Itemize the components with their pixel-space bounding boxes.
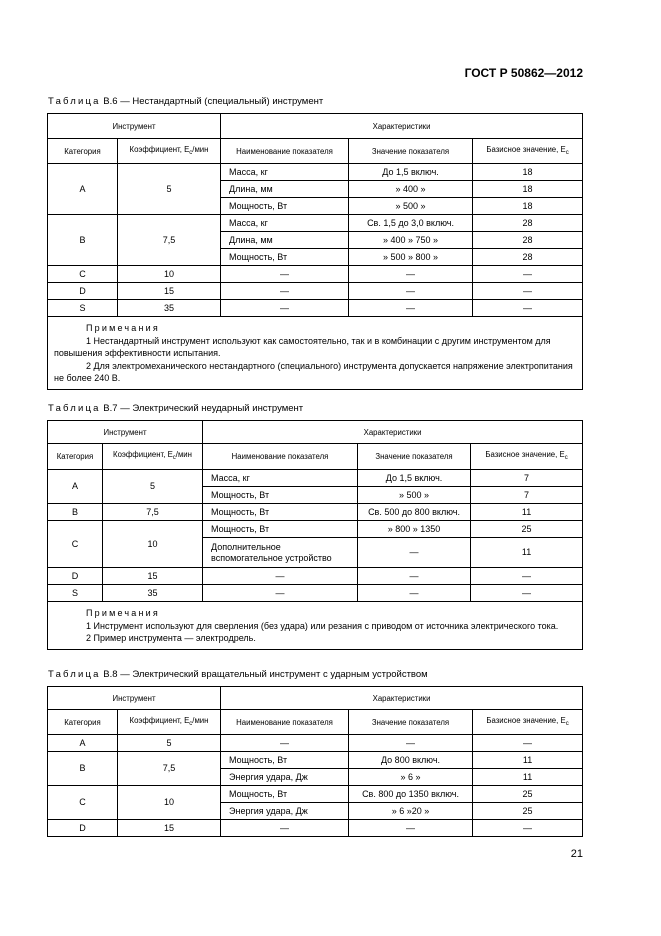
table-row — [48, 820, 583, 837]
base-value-cell: — — [473, 820, 583, 837]
instrument-header: Инструмент — [48, 687, 221, 710]
base-value-cell: 25 — [473, 786, 583, 803]
indicator-cell: Масса, кг — [221, 215, 349, 232]
value-cell: » 400 » 750 » — [349, 232, 473, 249]
caption-word: Таблица — [48, 96, 101, 107]
coefficient-cell: 10 — [118, 786, 221, 820]
coefficient-cell: 5 — [118, 735, 221, 752]
table-b7-caption — [48, 403, 303, 414]
caption-text: В.7 — Электрический неударный инструмент — [100, 403, 304, 414]
caption-text: В.8 — Электрический вращательный инструмент с ударным устройством — [100, 669, 428, 680]
note-2: 2 Пример инструмента — электродрель. — [86, 633, 256, 643]
table-row — [48, 521, 583, 538]
table-header-row — [48, 421, 583, 444]
notes-row — [48, 317, 583, 390]
indicator-cell: Мощность, Вт — [221, 198, 349, 215]
category-cell: D — [48, 820, 118, 837]
note-1: 1 Инструмент используют для сверления (без удара) или резания с приводом от источника электрического тока. — [86, 620, 559, 631]
value-header: Значение показателя — [349, 710, 473, 735]
coefficient-header: Коэффициент, $E_c$/мин — [118, 710, 221, 735]
indicator-cell: Мощность, Вт — [203, 504, 358, 521]
caption-word: Таблица — [48, 403, 101, 414]
table-header-row — [48, 114, 583, 139]
category-cell: S — [48, 300, 118, 317]
value-cell: » 400 » — [349, 181, 473, 198]
value-cell: До 800 включ. — [349, 752, 473, 769]
notes-row — [48, 602, 583, 650]
base-value-cell: — — [473, 266, 583, 283]
instrument-header: Инструмент — [48, 421, 203, 444]
indicator-header: Наименование показателя — [221, 710, 349, 735]
category-cell: С — [48, 786, 118, 820]
category-header: Категория — [48, 139, 118, 164]
indicator-cell: — — [221, 300, 349, 317]
base-value-cell: 11 — [471, 538, 583, 568]
coefficient-cell: 15 — [118, 820, 221, 837]
table-row — [48, 470, 583, 487]
value-header: Значение показателя — [358, 444, 471, 470]
coefficient-cell: 35 — [103, 585, 203, 602]
value-cell: — — [349, 300, 473, 317]
base-value-cell: — — [473, 735, 583, 752]
category-header: Категория — [48, 444, 103, 470]
notes-title: Примечания — [86, 608, 160, 618]
value-cell: — — [349, 820, 473, 837]
coefficient-cell: 10 — [118, 266, 221, 283]
coefficient-cell: 5 — [103, 470, 203, 504]
base-value-cell: — — [471, 585, 583, 602]
table-header-row — [48, 444, 583, 470]
table-b6-caption — [48, 96, 323, 107]
coefficient-cell: 5 — [118, 164, 221, 215]
value-cell: До 1,5 включ. — [358, 470, 471, 487]
base-value-cell: 25 — [471, 521, 583, 538]
table-row — [48, 585, 583, 602]
coefficient-cell: 7,5 — [118, 215, 221, 266]
base-value-cell: 25 — [473, 803, 583, 820]
characteristics-header: Характеристики — [203, 421, 583, 444]
table-row — [48, 568, 583, 585]
coefficient-cell: 7,5 — [118, 752, 221, 786]
coefficient-cell: 7,5 — [103, 504, 203, 521]
indicator-cell: Мощность, Вт — [221, 752, 349, 769]
indicator-cell — [203, 538, 358, 568]
coefficient-header: Коэффициент, $E_c$/мин — [118, 139, 221, 164]
note-2: 2 Для электромеханического нестандартного (специального) инструмента допускается напряжение электропитания не более 240 В. — [54, 360, 573, 383]
characteristics-header: Характеристики — [221, 114, 583, 139]
notes-cell — [48, 317, 583, 390]
category-cell: В — [48, 504, 103, 521]
table-b8-caption — [48, 669, 428, 680]
indicator-cell: Мощность, Вт — [203, 487, 358, 504]
base-value-cell: — — [473, 283, 583, 300]
notes-cell — [48, 602, 583, 650]
table-row — [48, 164, 583, 181]
value-cell: Св. 500 до 800 включ. — [358, 504, 471, 521]
indicator-cell: Мощность, Вт — [203, 521, 358, 538]
value-cell: » 6 »20 » — [349, 803, 473, 820]
base-value-header: Базисное значение, $E_c$ — [471, 444, 583, 470]
indicator-cell: Мощность, Вт — [221, 786, 349, 803]
base-value-header: Базисное значение, $E_c$ — [473, 710, 583, 735]
instrument-header: Инструмент — [48, 114, 221, 139]
base-value-cell: 18 — [473, 164, 583, 181]
page-number: 21 — [570, 848, 583, 860]
indicator-cell: Энергия удара, Дж — [221, 769, 349, 786]
indicator-line: Дополнительное — [211, 541, 281, 552]
table-b6 — [47, 113, 583, 390]
value-cell: — — [358, 568, 471, 585]
base-value-cell: 28 — [473, 249, 583, 266]
indicator-cell: Длина, мм — [221, 181, 349, 198]
table-b7 — [47, 420, 583, 650]
table-row — [48, 504, 583, 521]
indicator-cell: — — [221, 266, 349, 283]
category-cell: С — [48, 266, 118, 283]
note-1: 1 Нестандартный инструмент используют как самостоятельно, так и в комбинации с другим инструментом для повышения эффективности испытания. — [54, 335, 551, 358]
indicator-cell: Длина, мм — [221, 232, 349, 249]
coefficient-cell: 15 — [118, 283, 221, 300]
indicator-cell: — — [221, 820, 349, 837]
category-header: Категория — [48, 710, 118, 735]
value-cell: » 800 » 1350 — [358, 521, 471, 538]
table-row — [48, 283, 583, 300]
indicator-cell: Масса, кг — [203, 470, 358, 487]
table-row — [48, 300, 583, 317]
value-cell: До 1,5 включ. — [349, 164, 473, 181]
value-header: Значение показателя — [349, 139, 473, 164]
indicator-cell: — — [203, 585, 358, 602]
indicator-cell: Мощность, Вт — [221, 249, 349, 266]
base-value-cell: — — [471, 568, 583, 585]
value-cell: » 500 » — [358, 487, 471, 504]
indicator-header: Наименование показателя — [203, 444, 358, 470]
category-cell: D — [48, 283, 118, 300]
value-cell: Св. 1,5 до 3,0 включ. — [349, 215, 473, 232]
indicator-cell: — — [221, 735, 349, 752]
base-value-cell: 18 — [473, 198, 583, 215]
base-value-cell: 11 — [473, 769, 583, 786]
table-row — [48, 752, 583, 769]
indicator-cell: Энергия удара, Дж — [221, 803, 349, 820]
value-cell: Св. 800 до 1350 включ. — [349, 786, 473, 803]
table-b8 — [47, 686, 583, 837]
category-cell: А — [48, 164, 118, 215]
coefficient-cell: 10 — [103, 521, 203, 568]
table-header-row — [48, 139, 583, 164]
category-cell: S — [48, 585, 103, 602]
base-value-cell: 11 — [471, 504, 583, 521]
table-row — [48, 266, 583, 283]
indicator-header: Наименование показателя — [221, 139, 349, 164]
category-cell: С — [48, 521, 103, 568]
value-cell: » 500 » — [349, 198, 473, 215]
value-cell: — — [358, 538, 471, 568]
base-value-cell: 7 — [471, 470, 583, 487]
value-cell: — — [358, 585, 471, 602]
coefficient-cell: 15 — [103, 568, 203, 585]
category-cell: В — [48, 215, 118, 266]
base-value-cell: 11 — [473, 752, 583, 769]
table-row — [48, 735, 583, 752]
coefficient-header: Коэффициент, $E_c$/мин — [103, 444, 203, 470]
indicator-cell: — — [203, 568, 358, 585]
category-cell: В — [48, 752, 118, 786]
table-row — [48, 215, 583, 232]
caption-text: В.6 — Нестандартный (специальный) инструмент — [100, 96, 324, 107]
value-cell: » 6 » — [349, 769, 473, 786]
value-cell: — — [349, 283, 473, 300]
base-value-cell: 18 — [473, 181, 583, 198]
table-header-row — [48, 710, 583, 735]
base-value-header: Базисное значение, $E_c$ — [473, 139, 583, 164]
table-row — [48, 786, 583, 803]
category-cell: А — [48, 470, 103, 504]
base-value-cell: — — [473, 300, 583, 317]
indicator-cell: Масса, кг — [221, 164, 349, 181]
base-value-cell: 28 — [473, 232, 583, 249]
base-value-cell: 28 — [473, 215, 583, 232]
value-cell: » 500 » 800 » — [349, 249, 473, 266]
caption-word: Таблица — [48, 669, 101, 680]
value-cell: — — [349, 735, 473, 752]
document-code: ГОСТ Р 50862—2012 — [464, 66, 583, 80]
category-cell: А — [48, 735, 118, 752]
base-value-cell: 7 — [471, 487, 583, 504]
characteristics-header: Характеристики — [221, 687, 583, 710]
category-cell: D — [48, 568, 103, 585]
coefficient-cell: 35 — [118, 300, 221, 317]
indicator-cell: — — [221, 283, 349, 300]
table-header-row — [48, 687, 583, 710]
notes-title: Примечания — [86, 323, 160, 333]
value-cell: — — [349, 266, 473, 283]
indicator-line: вспомогательное устройство — [211, 552, 332, 563]
